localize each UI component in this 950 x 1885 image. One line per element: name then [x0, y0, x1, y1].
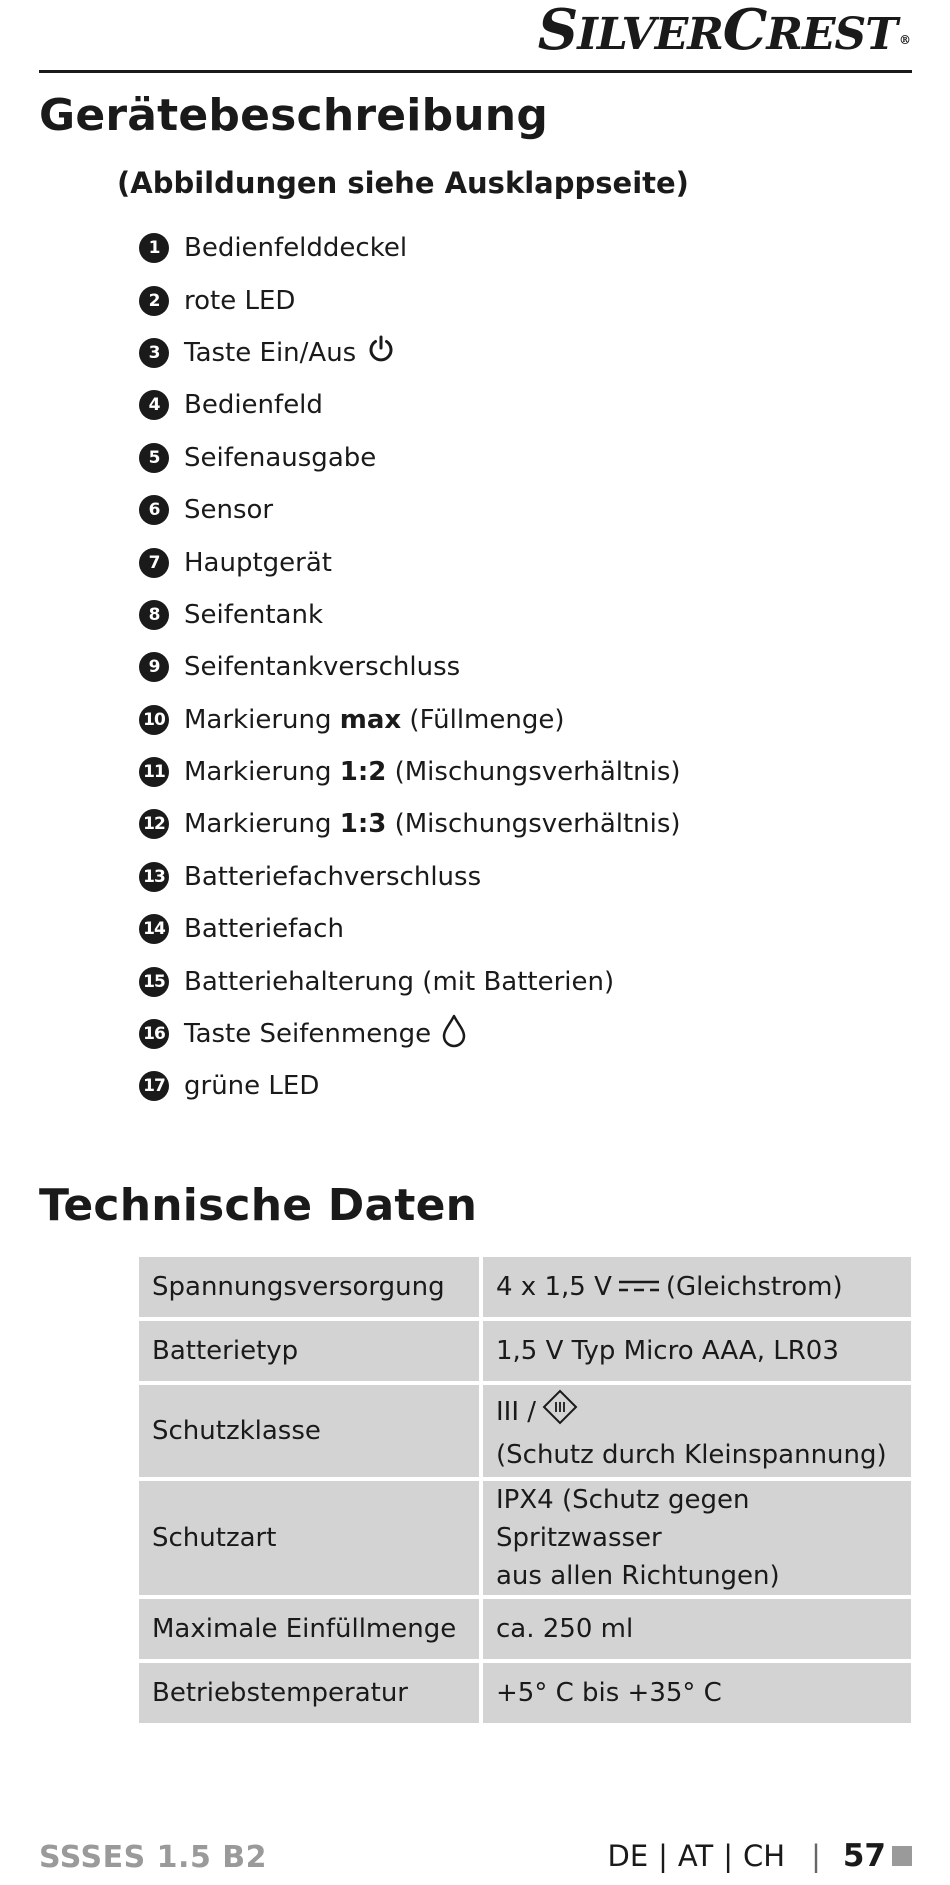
list-item [139, 379, 681, 431]
table-cell-value: +5° C bis +35° C [483, 1663, 911, 1727]
list-item [139, 746, 681, 798]
item-number: 2 [139, 286, 169, 316]
table-row [139, 1257, 911, 1321]
footer-nav [607, 1838, 912, 1874]
list-item [139, 222, 681, 274]
country-ch: CH [743, 1839, 786, 1873]
item-number: 10 [139, 705, 169, 735]
section-subtitle: (Abbildungen siehe Ausklappseite) [117, 166, 689, 200]
item-label: Seifenausgabe [184, 442, 377, 473]
table-cell-label: Betriebstemperatur [139, 1663, 483, 1727]
protection-class-iii-icon [542, 1389, 578, 1436]
item-label: Sensor [184, 495, 274, 526]
list-item [139, 432, 681, 484]
list-item [139, 955, 681, 1007]
model-number: SSSES 1.5 B2 [39, 1840, 267, 1875]
item-label: Bedienfeld [184, 390, 323, 421]
item-label: Batteriefachverschluss [184, 861, 482, 892]
droplet-icon [441, 1014, 467, 1055]
item-number: 7 [139, 548, 169, 578]
item-number: 6 [139, 495, 169, 525]
list-item [139, 1008, 681, 1060]
item-number: 11 [139, 757, 169, 787]
item-label: Taste Ein/Aus [184, 337, 357, 368]
list-item [139, 851, 681, 903]
item-label: Hauptgerät [184, 547, 332, 578]
item-number: 4 [139, 390, 169, 420]
list-item [139, 1060, 681, 1112]
country-de: DE [607, 1839, 649, 1873]
table-cell-value: IPX4 (Schutz gegen Spritzwasser aus allen Richtungen) [483, 1481, 911, 1599]
item-label: Markierung max (Füllmenge) [184, 704, 565, 735]
table-cell-value: 1,5 V Typ Micro AAA, LR03 [483, 1321, 911, 1385]
list-item [139, 641, 681, 693]
list-item [139, 484, 681, 536]
table-cell-label: Batterietyp [139, 1321, 483, 1385]
item-number: 3 [139, 338, 169, 368]
item-number: 13 [139, 862, 169, 892]
item-label: Markierung 1:3 (Mischungsverhältnis) [184, 809, 681, 840]
table-cell-label: Schutzklasse [139, 1385, 483, 1481]
section-title-description: Gerätebeschreibung [39, 90, 549, 141]
table-row [139, 1599, 911, 1663]
table-row [139, 1663, 911, 1727]
item-label: Seifentankverschluss [184, 652, 461, 683]
item-number: 1 [139, 233, 169, 263]
country-at: AT [677, 1839, 714, 1873]
page-number: 57 [842, 1838, 886, 1874]
item-number: 15 [139, 967, 169, 997]
item-number: 17 [139, 1071, 169, 1101]
header-rule [39, 70, 912, 73]
table-cell-value: 4 x 1,5 V (Gleichstrom) [483, 1257, 911, 1321]
item-number: 14 [139, 914, 169, 944]
table-cell-value: ca. 250 ml [483, 1599, 911, 1663]
list-item [139, 536, 681, 588]
table-row [139, 1321, 911, 1385]
table-cell-label: Schutzart [139, 1481, 483, 1599]
list-item [139, 798, 681, 850]
item-label: Taste Seifenmenge [184, 1019, 432, 1050]
item-label: Bedienfelddeckel [184, 233, 408, 264]
list-item [139, 589, 681, 641]
brand-logo: SILVERCREST ® [537, 0, 910, 63]
divider: | [658, 1839, 668, 1873]
item-label: Batteriehalterung (mit Batterien) [184, 966, 615, 997]
item-number: 12 [139, 809, 169, 839]
list-item [139, 903, 681, 955]
item-label: rote LED [184, 285, 296, 316]
item-number: 16 [139, 1019, 169, 1049]
page-marker-square [892, 1846, 912, 1866]
table-cell-value: III / (Schutz durch Kleinspannung) [483, 1385, 911, 1481]
table-cell-label: Spannungsversorgung [139, 1257, 483, 1321]
table-row [139, 1385, 911, 1481]
power-icon [366, 334, 396, 371]
direct-current-icon [618, 1268, 660, 1306]
list-item [139, 694, 681, 746]
table-cell-label: Maximale Einfüllmenge [139, 1599, 483, 1663]
parts-list [139, 222, 681, 1113]
item-label: Seifentank [184, 599, 324, 630]
section-title-technical-data: Technische Daten [39, 1180, 478, 1231]
item-label: Batteriefach [184, 914, 344, 945]
item-number: 9 [139, 652, 169, 682]
divider: | [811, 1839, 821, 1873]
list-item [139, 274, 681, 326]
table-row [139, 1481, 911, 1599]
list-item [139, 327, 681, 379]
divider: | [723, 1839, 734, 1873]
item-label: Markierung 1:2 (Mischungsverhältnis) [184, 757, 681, 788]
item-label: grüne LED [184, 1071, 320, 1102]
item-number: 8 [139, 600, 169, 630]
item-number: 5 [139, 443, 169, 473]
technical-data-table [139, 1257, 911, 1727]
